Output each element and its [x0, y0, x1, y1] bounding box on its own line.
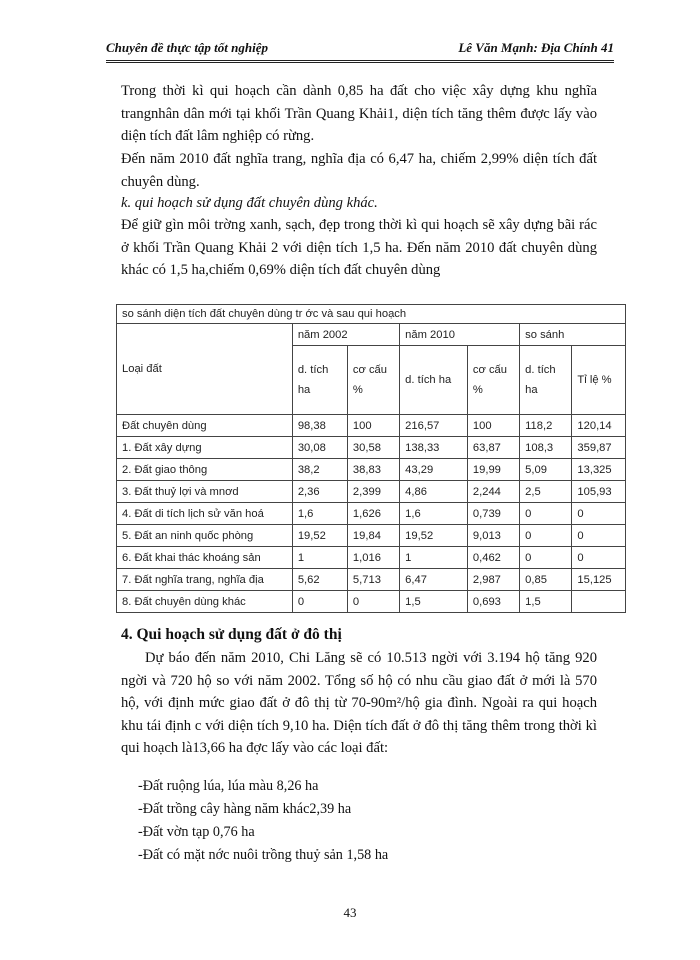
table-cell-value: 63,87 — [467, 437, 519, 459]
group-header-compare: so sánh — [520, 324, 626, 346]
table-cell-value: 9,013 — [467, 525, 519, 547]
table-cell-value: 5,713 — [347, 569, 399, 591]
table-cell-value: 2,399 — [347, 481, 399, 503]
table-cell-land-type: 3. Đất thuỷ lợi và mnơd — [117, 481, 293, 503]
table-cell-value: 13,325 — [572, 459, 626, 481]
table-cell-value: 1,5 — [520, 591, 572, 613]
table-cell-value: 118,2 — [520, 415, 572, 437]
table-cell-value: 19,99 — [467, 459, 519, 481]
table-cell-value: 1 — [292, 547, 347, 569]
table-cell-value: 0 — [572, 525, 626, 547]
table-cell-value: 2,5 — [520, 481, 572, 503]
table-cell-value: 98,38 — [292, 415, 347, 437]
table-cell-value: 100 — [347, 415, 399, 437]
table-row — [117, 503, 626, 525]
table-cell-value: 0 — [520, 503, 572, 525]
list-item: -Đất ruộng lúa, lúa màu 8,26 ha — [138, 778, 319, 794]
table-row — [117, 525, 626, 547]
table-cell-value: 108,3 — [520, 437, 572, 459]
table-cell-land-type: 7. Đất nghĩa trang, nghĩa địa — [117, 569, 293, 591]
table-cell-value: 0,85 — [520, 569, 572, 591]
table-cell-land-type: 8. Đất chuyên dùng khác — [117, 591, 293, 613]
table-cell-value: 138,33 — [400, 437, 468, 459]
table-cell-value: 6,47 — [400, 569, 468, 591]
table-cell-land-type: 4. Đất di tích lịch sử văn hoá — [117, 503, 293, 525]
table-cell-value: 1,626 — [347, 503, 399, 525]
sub-header-area-2010: d. tích ha — [400, 346, 468, 415]
sub-header-share-2010: cơ cấu % — [467, 346, 519, 415]
table-cell-value: 120,14 — [572, 415, 626, 437]
table-row — [117, 459, 626, 481]
table-cell-value: 4,86 — [400, 481, 468, 503]
sub-header-ratio: Tỉ lệ % — [572, 346, 626, 415]
table-row — [117, 415, 626, 437]
table-cell-value: 0 — [292, 591, 347, 613]
table-cell-land-type: 6. Đất khai thác khoáng sản — [117, 547, 293, 569]
table-cell-value: 1,5 — [400, 591, 468, 613]
table-cell-value: 2,244 — [467, 481, 519, 503]
table-cell-value: 19,84 — [347, 525, 399, 547]
table-cell-value: 100 — [467, 415, 519, 437]
sub-header-share-2002: cơ cấu % — [347, 346, 399, 415]
table-cell-land-type: 1. Đất xây dựng — [117, 437, 293, 459]
table-body — [117, 415, 626, 613]
sub-header-area-diff: d. tích ha — [520, 346, 572, 415]
table-cell-value: 1,016 — [347, 547, 399, 569]
table-cell-value: 38,2 — [292, 459, 347, 481]
table-cell-value: 2,987 — [467, 569, 519, 591]
table-cell-value: 0,462 — [467, 547, 519, 569]
paragraph-urban-forecast: Dự báo đến năm 2010, Chi Lăng sẽ có 10.513 ngời với 3.194 hộ tăng 920 ngời và 720 hộ so với năm 2002. Tổng số hộ có nhu cầu giao đất ở mới là 570 hộ, với định mức giao đất ở đô thị từ 70-90m²/hộ gia đình. Ngoài ra qui hoạch khu tái định c với diện tích 9,10 ha. Diện tích đất ở đô thị tăng thêm trong thời kì qui hoạch là13,66 ha đợc lấy vào các loại đất: — [121, 650, 597, 756]
table-cell-value: 0 — [347, 591, 399, 613]
table-cell-value: 5,09 — [520, 459, 572, 481]
table-row — [117, 569, 626, 591]
table-cell-value: 105,93 — [572, 481, 626, 503]
table-cell-value: 19,52 — [400, 525, 468, 547]
sub-header-area-2002: d. tích ha — [292, 346, 347, 415]
table-cell-value: 1,6 — [292, 503, 347, 525]
table-cell-value: 216,57 — [400, 415, 468, 437]
list-item: -Đất có mặt nớc nuôi trồng thuỷ sản 1,58 ha — [138, 847, 389, 863]
table-cell-value: 0 — [572, 503, 626, 525]
paragraph-landfill: Để giữ gìn môi trờng xanh, sạch, đẹp trong thời kì qui hoạch sẽ xây dựng bãi rác ở khối Trần Quang Khải 2 với diện tích 1,5 ha. Đến năm 2010 đất chuyên dùng khác có 1,5 ha,chiếm 0,69% diện tích đất chuyên dùng — [121, 217, 597, 278]
header-left: Chuyên đề thực tập tốt nghiệp — [106, 40, 268, 55]
table-cell-value: 1,6 — [400, 503, 468, 525]
table-row — [117, 437, 626, 459]
table-cell-value: 30,08 — [292, 437, 347, 459]
running-header — [106, 38, 614, 63]
table-cell-value — [572, 591, 626, 613]
group-header-2002: năm 2002 — [292, 324, 399, 346]
table-cell-value: 1 — [400, 547, 468, 569]
col-label-land-type: Loại đất — [117, 324, 293, 415]
table-row — [117, 481, 626, 503]
table-cell-value: 0 — [572, 547, 626, 569]
list-item: -Đất vờn tạp 0,76 ha — [138, 824, 255, 840]
table-cell-value: 0,693 — [467, 591, 519, 613]
comparison-table — [116, 304, 626, 613]
table-cell-land-type: Đất chuyên dùng — [117, 415, 293, 437]
page-number: 43 — [343, 905, 357, 920]
table-cell-value: 30,58 — [347, 437, 399, 459]
table-caption: so sánh diện tích đất chuyên dùng tr ớc và sau qui hoạch — [117, 305, 626, 324]
table-cell-value: 19,52 — [292, 525, 347, 547]
table-cell-value: 359,87 — [572, 437, 626, 459]
list-item: -Đất trồng cây hàng năm khác2,39 ha — [138, 801, 352, 817]
table-cell-value: 0,739 — [467, 503, 519, 525]
table-cell-value: 5,62 — [292, 569, 347, 591]
table-cell-land-type: 5. Đất an ninh quốc phòng — [117, 525, 293, 547]
table-cell-value: 2,36 — [292, 481, 347, 503]
section-4-title: 4. Qui hoạch sử dụng đất ở đô thị — [121, 626, 342, 643]
header-right: Lê Văn Mạnh: Địa Chính 41 — [458, 40, 614, 55]
group-header-2010: năm 2010 — [400, 324, 520, 346]
table-cell-land-type: 2. Đất giao thông — [117, 459, 293, 481]
table-cell-value: 0 — [520, 525, 572, 547]
table-cell-value: 15,125 — [572, 569, 626, 591]
subheading-other-land: k. qui hoạch sử dụng đất chuyên dùng khác. — [121, 195, 378, 211]
table-row — [117, 591, 626, 613]
table-cell-value: 38,83 — [347, 459, 399, 481]
paragraph-cemetery-2010: Đến năm 2010 đất nghĩa trang, nghĩa địa có 6,47 ha, chiếm 2,99% diện tích đất chuyên dùng. — [121, 151, 597, 190]
table-row — [117, 547, 626, 569]
table-cell-value: 0 — [520, 547, 572, 569]
paragraph-cemetery: Trong thời kì qui hoạch cần dành 0,85 ha đất cho việc xây dựng khu nghĩa trangnhân dân mới tại khối Trần Quang Khải1, diện tích tăng thêm được lấy vào diện tích đất lâm nghiệp có rừng. — [121, 83, 597, 144]
table-cell-value: 43,29 — [400, 459, 468, 481]
